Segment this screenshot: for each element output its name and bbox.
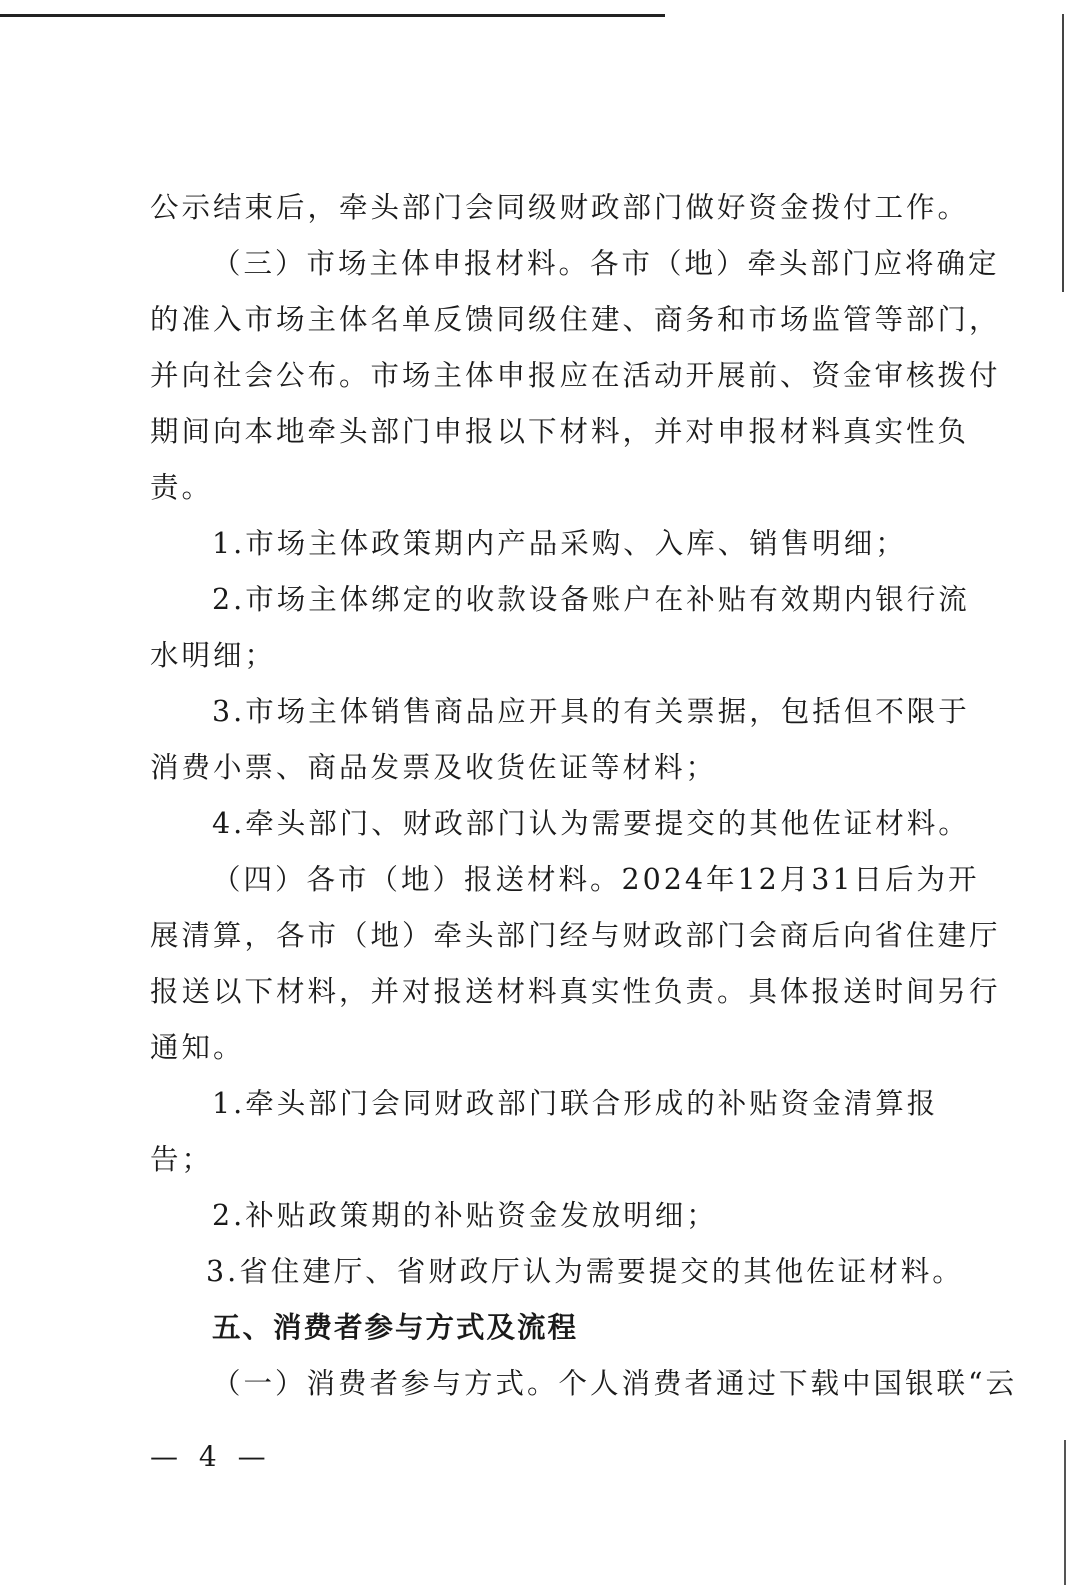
list-item: 3.省住建厅、省财政厅认为需要提交的其他佐证材料。 — [206, 1255, 964, 1288]
paragraph-line: 展清算，各市（地）牵头部门经与财政部门会商后向省住建厅 — [150, 919, 1001, 952]
top-border-line — [0, 14, 665, 17]
section-heading: 五、消费者参与方式及流程 — [212, 1311, 579, 1344]
paragraph-line: 消费小票、商品发票及收货佐证等材料； — [150, 751, 718, 784]
paragraph-line: 期间向本地牵头部门申报以下材料，并对申报材料真实性负 — [150, 415, 970, 448]
document-body — [150, 180, 1018, 1412]
paragraph-line: 水明细； — [150, 639, 277, 672]
paragraph-line: 责。 — [150, 471, 214, 504]
paragraph-line: 并向社会公布。市场主体申报应在活动开展前、资金审核拨付 — [150, 359, 1001, 392]
paragraph-line: （四）各市（地）报送材料。2024年12月31日后为开 — [212, 863, 980, 896]
list-item: 1.牵头部门会同财政部门联合形成的补贴资金清算报 — [212, 1087, 939, 1120]
list-item: 1.市场主体政策期内产品采购、入库、销售明细； — [212, 527, 907, 560]
list-item: 2.补贴政策期的补贴资金发放明细； — [212, 1199, 718, 1232]
page-number: — 4 — — [150, 1440, 272, 1473]
list-item: 2.市场主体绑定的收款设备账户在补贴有效期内银行流 — [212, 583, 970, 616]
paragraph-line: 通知。 — [150, 1031, 245, 1064]
paragraph-line: 告； — [150, 1143, 214, 1176]
list-item: 3.市场主体销售商品应开具的有关票据，包括但不限于 — [212, 695, 970, 728]
page-edge-shadow — [1062, 14, 1064, 292]
paragraph-line: （一）消费者参与方式。个人消费者通过下载中国银联“云 — [212, 1367, 1018, 1400]
paragraph-line: 公示结束后，牵头部门会同级财政部门做好资金拨付工作。 — [150, 191, 970, 224]
list-item: 4.牵头部门、财政部门认为需要提交的其他佐证材料。 — [212, 807, 970, 840]
page-edge-shadow-lower — [1064, 1440, 1066, 1585]
paragraph-line: （三）市场主体申报材料。各市（地）牵头部门应将确定 — [212, 247, 1000, 280]
paragraph-line: 报送以下材料，并对报送材料真实性负责。具体报送时间另行 — [150, 975, 1001, 1008]
paragraph-line: 的准入市场主体名单反馈同级住建、商务和市场监管等部门， — [150, 303, 1001, 336]
